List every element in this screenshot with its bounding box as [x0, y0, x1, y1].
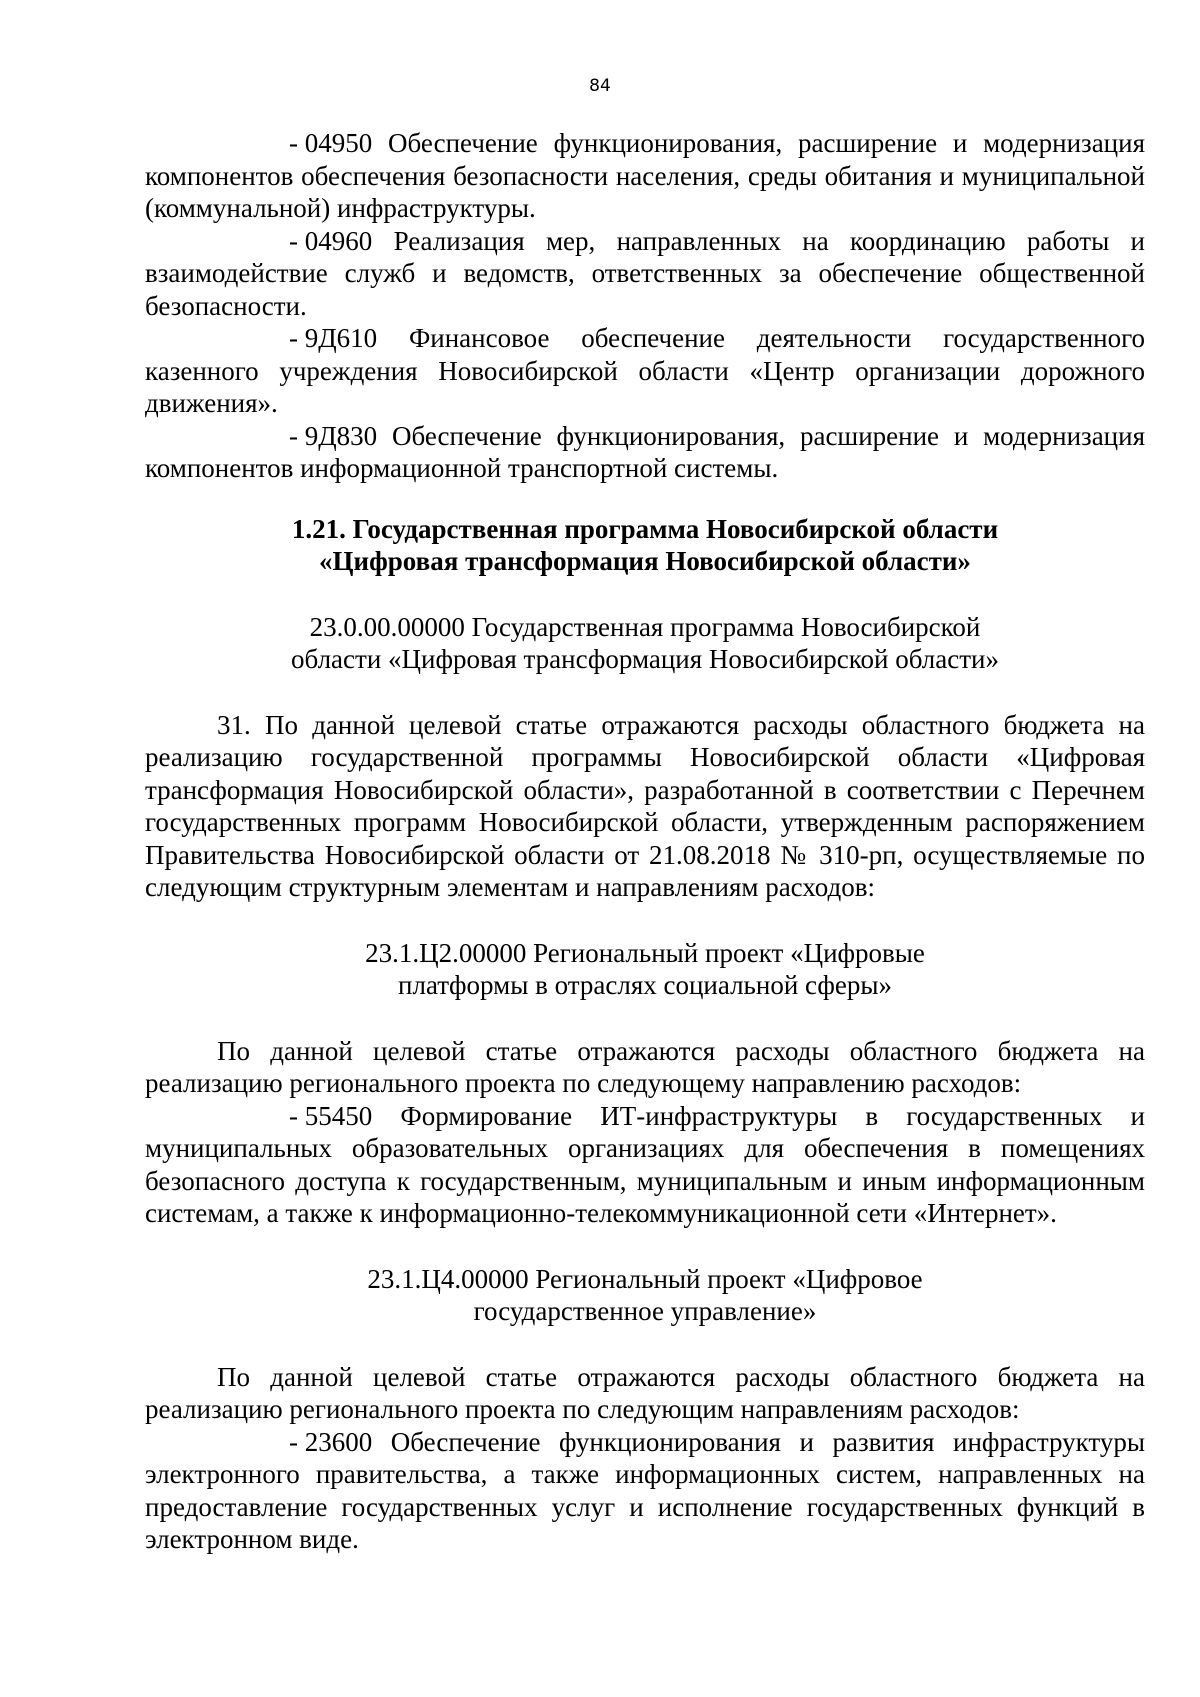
program-title-line: области «Цифровая трансформация Новосибирской области» — [291, 644, 999, 674]
page-number: 84 — [589, 76, 611, 96]
project-title — [145, 937, 1145, 1002]
item-code: - 55450 — [289, 1100, 373, 1131]
program-title — [145, 611, 1145, 676]
paragraph-31: 31. По данной целевой статье отражаются расходы областного бюджета на реализацию государственной программы Новосибирской области «Цифровая трансформация Новосибирской области», разработанной в соответствии с Перечнем государственных программ Новосибирской области, утвержденным распоряжением Правительства Новосибирской области от 21.08.2018 № 310-рп, осуществляемые по следующим структурным элементам и направлениям расходов: — [145, 709, 1145, 902]
document-body — [145, 127, 1145, 1556]
item-code: - 23600 — [289, 1426, 373, 1457]
section-heading-line: «Цифровая трансформация Новосибирской области» — [319, 546, 971, 576]
list-item — [145, 127, 1145, 225]
list-item — [145, 420, 1145, 485]
project-title-line: государственное управление» — [473, 1296, 817, 1326]
section-heading — [145, 513, 1145, 578]
list-item — [145, 225, 1145, 323]
project-intro: По данной целевой статье отражаются расходы областного бюджета на реализацию регионального проекта по следующему направлению расходов: — [145, 1035, 1145, 1098]
item-text: Обеспечение функционирования, расширение и модернизация компонентов обеспечения безопасности населения, среды обитания и муниципальной (коммунальной) инфраструктуры. — [145, 128, 1145, 223]
program-title-line: 23.0.00.00000 Государственная программа Новосибирской — [309, 611, 981, 642]
list-item — [145, 1100, 1145, 1230]
item-code: - 04950 — [289, 128, 373, 158]
project-title-line: 23.1.Ц4.00000 Региональный проект «Цифровое — [367, 1263, 923, 1294]
item-code: - 9Д610 — [289, 323, 378, 353]
item-text: Реализация мер, направленных на координацию работы и взаимодействие служб и ведомств, ответственных за обеспечение общественной безопасности. — [145, 225, 1145, 321]
section-heading-line: 1.21. Государственная программа Новосибирской области — [291, 513, 999, 544]
item-text: Формирование ИТ-инфраструктуры в государственных и муниципальных образовательных организациях для обеспечения в помещениях безопасного доступа к государственным, муниципальным и иным информационным системам, а также к информационно-телекоммуникационной сети «Интернет». — [145, 1100, 1146, 1228]
list-item — [145, 322, 1145, 420]
project-title-line: 23.1.Ц2.00000 Региональный проект «Цифровые — [365, 937, 925, 968]
item-code: - 04960 — [289, 225, 373, 256]
project-title-line: платформы в отраслях социальной сферы» — [398, 970, 892, 1000]
project-intro: По данной целевой статье отражаются расходы областного бюджета на реализацию регионального проекта по следующим направлениям расходов: — [145, 1361, 1145, 1424]
item-code: - 9Д830 — [289, 420, 378, 451]
item-text: Обеспечение функционирования и развития инфраструктуры электронного правительства, а также информационных систем, направленных на предоставление государственных услуг и исполнение государственных функций в электронном виде. — [145, 1426, 1145, 1554]
list-item — [145, 1426, 1145, 1556]
item-text: Обеспечение функционирования, расширение и модернизация компонентов информационной транспортной системы. — [145, 420, 1145, 483]
item-text: Финансовое обеспечение деятельности государственного казенного учреждения Новосибирской области «Центр организации дорожного движения». — [145, 323, 1145, 418]
project-title — [145, 1263, 1145, 1328]
